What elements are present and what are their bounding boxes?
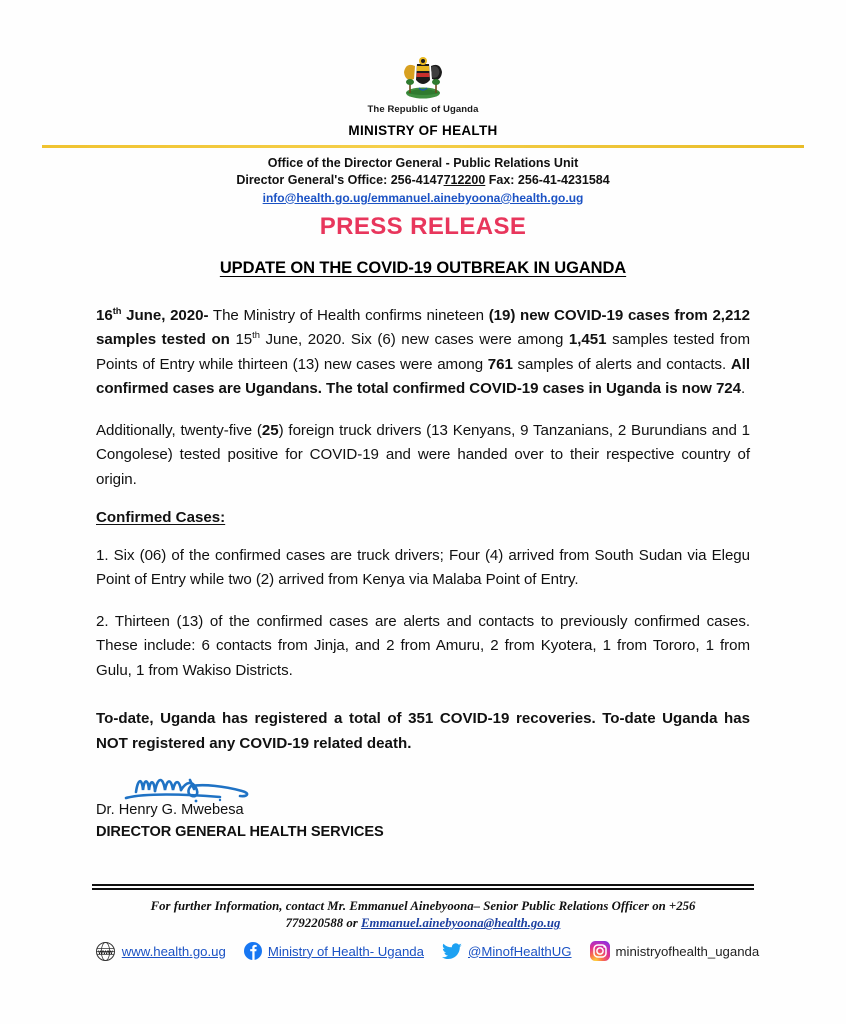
- social-item-twitter[interactable]: [442, 943, 572, 960]
- facebook-link-label: Ministry of Health- Uganda: [267, 943, 424, 959]
- office-phone-underlined: 712200: [443, 172, 486, 187]
- release-date-rest: June, 2020-: [121, 306, 209, 324]
- p1-bold-3: 761: [487, 355, 513, 373]
- list-item-2: 2. Thirteen (13) of the confirmed cases are alerts and contacts to previously confirmed cases. These include: 6 contacts from Jinja, and 2 from Amuru, 2 from Kyotera, 1 from Tororo, 1 from Gulu, 1 from Wakiso Districts.: [96, 612, 750, 679]
- footer-contact-line-1: For further Information, contact Mr. Emmanuel Ainebyoona– Senior Public Relations Officer on +256: [150, 899, 696, 913]
- footer-contact-email-link[interactable]: Emmanuel.ainebyoona@health.go.ug: [360, 916, 561, 931]
- document-masthead: [0, 0, 846, 138]
- office-phone-line: [0, 172, 846, 189]
- social-links-row: [0, 941, 846, 962]
- section-heading-confirmed-cases: Confirmed Cases:: [96, 509, 226, 526]
- office-title: Office of the Director General - Public Relations Unit: [267, 156, 579, 170]
- social-item-facebook[interactable]: [244, 942, 424, 960]
- footer-contact-line-2-prefix: 779220588 or: [285, 916, 361, 931]
- p1-bold-2: 1,451: [568, 331, 607, 349]
- office-phone-prefix: Director General's Office: 256-4147: [236, 172, 444, 187]
- p2-text-1: Additionally, twenty-five (: [96, 421, 262, 439]
- p1-day2-suffix: th: [252, 330, 260, 341]
- p2-bold-1: 25: [261, 421, 279, 439]
- footer-divider: [92, 884, 754, 890]
- ministry-label: MINISTRY OF HEALTH: [348, 123, 498, 138]
- office-contact-block: [0, 155, 846, 206]
- signatory-title: DIRECTOR GENERAL HEALTH SERVICES: [96, 824, 384, 841]
- social-item-website[interactable]: [95, 941, 226, 962]
- p1-text-4: samples of alerts and contacts.: [512, 355, 731, 373]
- p1-text-1: The Ministry of Health confirms nineteen: [208, 306, 489, 324]
- p1-text-2: June, 2020. Six (6) new cases were among: [259, 331, 569, 349]
- facebook-icon: [244, 942, 262, 960]
- p1-text-3: samples tested from Points of Entry while thirteen (13) new cases were among: [96, 331, 750, 373]
- paragraph-truck-drivers: [96, 419, 750, 492]
- document-footer: [0, 884, 846, 962]
- globe-www-icon: [95, 941, 116, 962]
- twitter-icon: [442, 943, 462, 960]
- paragraph-recoveries: To-date, Uganda has registered a total of 351 COVID-19 recoveries. To-date Uganda has NOT registered any COVID-19 related death.: [96, 710, 750, 752]
- handwritten-signature-icon: [124, 770, 314, 806]
- website-link-label: www.health.go.ug: [121, 943, 226, 959]
- svg-text:www: www: [98, 948, 113, 956]
- p1-bold-1: (19) new COVID-19 cases from 2,212 samples tested on: [96, 306, 750, 349]
- office-email-link[interactable]: info@health.go.ug/emmanuel.ainebyoona@health.go.ug: [262, 190, 584, 205]
- footer-contact-text: [46, 898, 800, 933]
- press-release-banner: PRESS RELEASE: [319, 212, 527, 240]
- republic-label: The Republic of Uganda: [367, 104, 479, 115]
- office-fax: Fax: 256-41-4231584: [485, 172, 610, 187]
- release-date-day: 16: [96, 306, 113, 324]
- list-item-1: 1. Six (06) of the confirmed cases are truck drivers; Four (4) arrived from South Sudan via Elegu Point of Entry while two (2) arrived from Kenya via Malaba Point of Entry.: [96, 547, 750, 589]
- p1-day2: 15: [235, 331, 253, 349]
- p2-text-2: ) foreign truck drivers (13 Kenyans, 9 Tanzanians, 2 Burundians and 1 Congolese) tested positive for COVID-19 and were handed over to their respective country of origin.: [96, 421, 751, 488]
- gold-divider: [42, 145, 804, 148]
- paragraph-summary: [96, 304, 750, 402]
- p1-bold-4: All confirmed cases are Ugandans. The total confirmed COVID-19 cases in Uganda is now 724: [96, 355, 750, 398]
- instagram-icon: [590, 941, 610, 961]
- instagram-link-label: ministryofhealth_uganda: [615, 943, 760, 959]
- release-date-suffix: th: [112, 305, 122, 316]
- signatory-name: Dr. Henry G. Mwebesa: [96, 802, 244, 819]
- social-item-instagram[interactable]: [590, 941, 760, 961]
- p1-text-5: .: [740, 380, 746, 398]
- document-body: [96, 278, 750, 840]
- signature-block: [96, 770, 750, 840]
- page-title: UPDATE ON THE COVID-19 OUTBREAK IN UGANDA: [219, 258, 627, 277]
- twitter-link-label: @MinofHealthUG: [467, 943, 572, 959]
- uganda-coat-of-arms-icon: [401, 52, 445, 100]
